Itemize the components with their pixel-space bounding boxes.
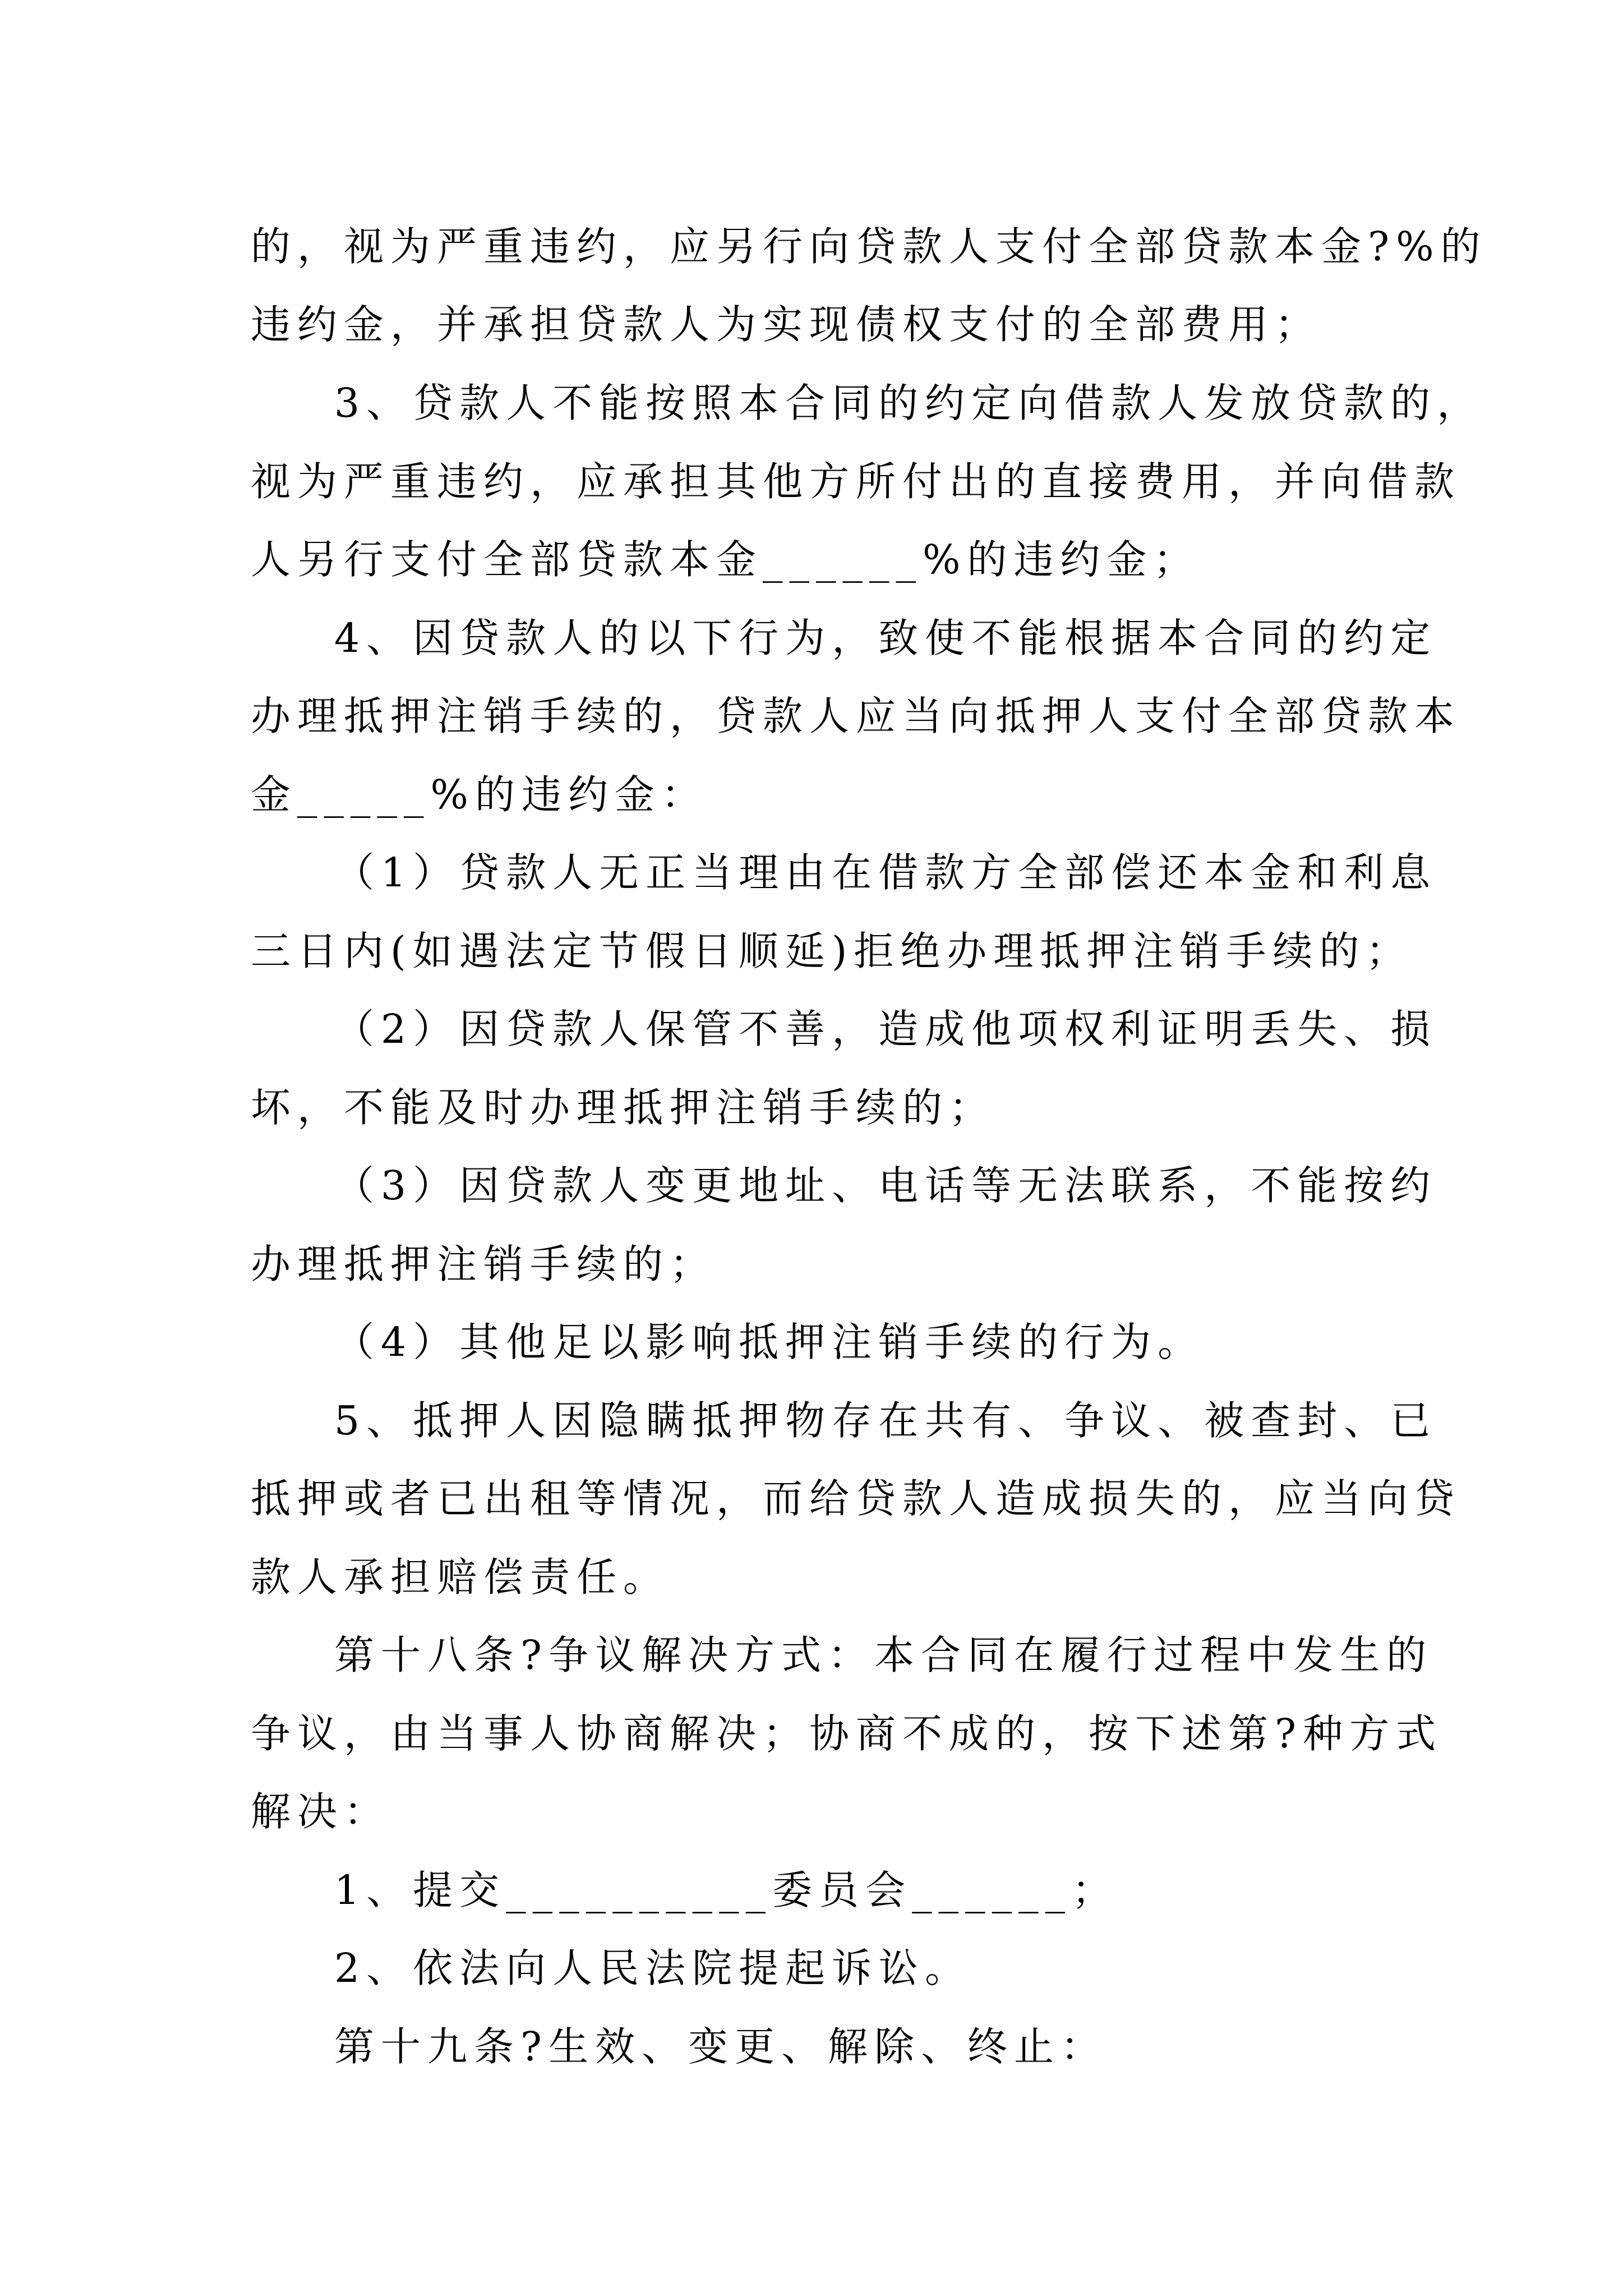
text-line: （2）因贷款人保管不善，造成他项权利证明丢失、损	[334, 1006, 1437, 1052]
text-line: 办理抵押注销手续的；	[251, 1241, 717, 1287]
text-line: 第十九条?生效、变更、解除、终止：	[334, 2023, 1108, 2070]
text-line: 抵押或者已出租等情况，而给贷款人造成损失的，应当向贷	[251, 1475, 1461, 1522]
text-line: 人另行支付全部贷款本金______%的违约金；	[251, 536, 1200, 583]
text-line: 第十八条?争议解决方式：本合同在履行过程中发生的	[334, 1632, 1433, 1678]
text-line: 款人承担赔偿责任。	[251, 1554, 670, 1600]
text-line: 5、抵押人因隐瞒抵押物存在共有、争议、被查封、已	[334, 1397, 1437, 1444]
text-line: （4）其他足以影响抵押注销手续的行为。	[334, 1319, 1205, 1365]
text-line: 视为严重违约，应承担其他方所付出的直接费用，并向借款	[251, 458, 1461, 505]
text-line: 3、贷款人不能按照本合同的约定向借款人发放贷款的，	[334, 380, 1484, 426]
text-line: 4、因贷款人的以下行为，致使不能根据本合同的约定	[334, 615, 1437, 661]
text-line: 解决：	[251, 1788, 391, 1835]
text-line: 争议，由当事人协商解决；协商不成的，按下述第?种方式	[251, 1710, 1443, 1757]
text-line: 违约金，并承担贷款人为实现债权支付的全部费用；	[251, 301, 1322, 348]
text-line: （1）贷款人无正当理由在借款方全部偿还本金和利息	[334, 849, 1437, 896]
text-line: 1、提交__________委员会______；	[334, 1867, 1119, 1913]
text-line: （3）因贷款人变更地址、电话等无法联系，不能按约	[334, 1162, 1437, 1209]
text-line: 坏，不能及时办理抵押注销手续的；	[251, 1084, 996, 1131]
text-line: 的，视为严重违约，应另行向贷款人支付全部贷款本金?%的	[251, 223, 1487, 270]
text-line: 2、依法向人民法院提起诉讼。	[334, 1945, 972, 1991]
text-line: 金_____%的违约金：	[251, 771, 708, 818]
text-line: 办理抵押注销手续的，贷款人应当向抵押人支付全部贷款本	[251, 693, 1461, 739]
text-line: 三日内(如遇法定节假日顺延)拒绝办理抵押注销手续的；	[251, 928, 1413, 974]
